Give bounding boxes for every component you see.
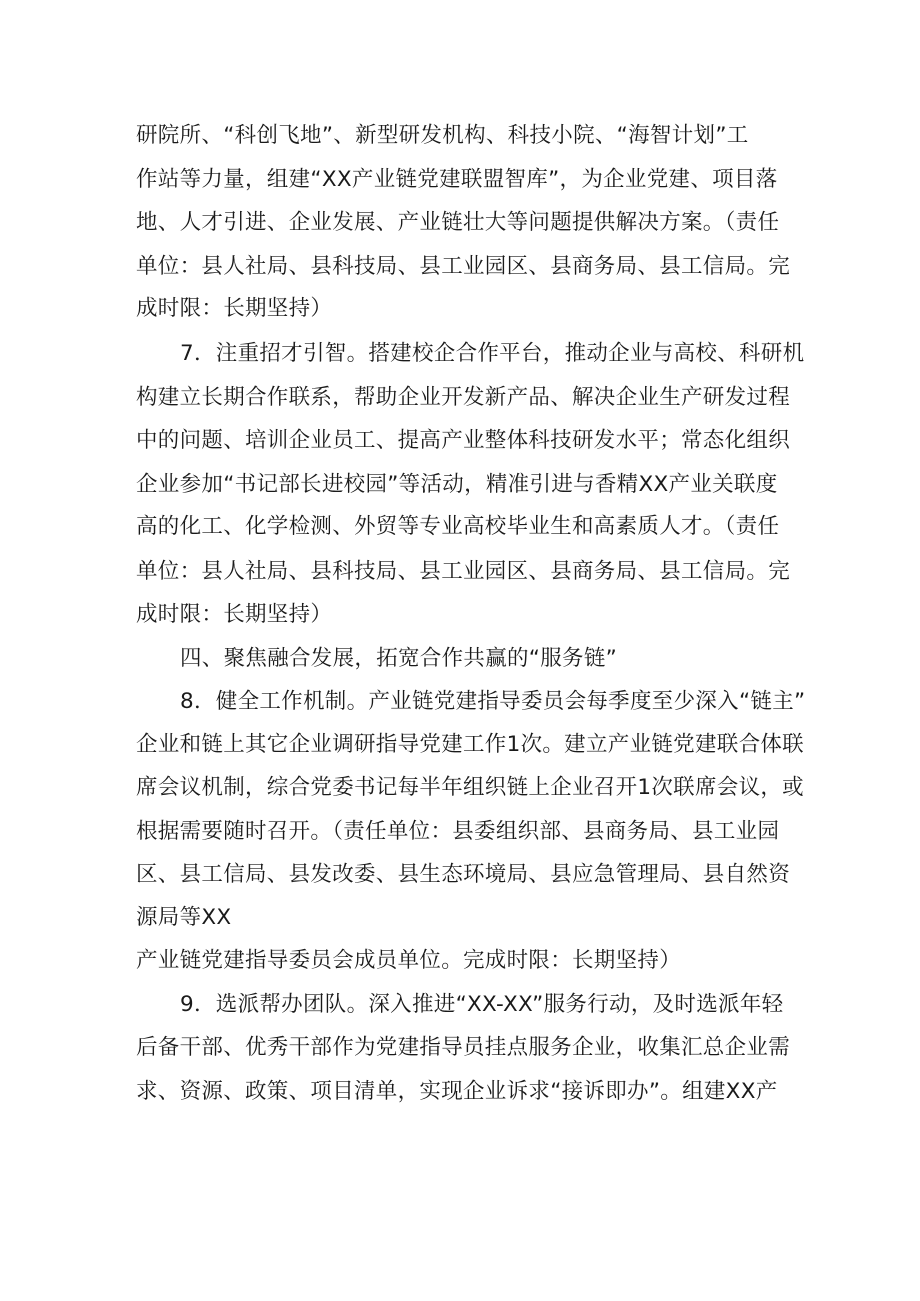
- paragraph-start-7: 7．注重招才引智。搭建校企合作平台，推动企业与高校、科研机: [180, 341, 805, 366]
- text-line: 企业参加“书记部长进校园”等活动，精准引进与香精XX产业关联度: [136, 472, 778, 497]
- text-line: 产业链党建指导委员会成员单位。完成时限：长期坚持）: [136, 948, 682, 973]
- text-line: 区、县工信局、县发改委、县生态环境局、县应急管理局、县自然资: [136, 862, 791, 887]
- text-line: 单位：县人社局、县科技局、县工业园区、县商务局、县工信局。完: [136, 559, 791, 584]
- text-line: 地、人才引进、企业发展、产业链壮大等问题提供解决方案。（责任: [136, 210, 780, 235]
- text-line: 单位：县人社局、县科技局、县工业园区、县商务局、县工信局。完: [136, 254, 791, 279]
- text-line: 求、资源、政策、项目清单，实现企业诉求“接诉即办”。组建XX产: [136, 1079, 778, 1104]
- text-line: 作站等力量，组建“XX产业链党建联盟智库”，为企业党建、项目落: [136, 167, 778, 192]
- text-line: 成时限：长期坚持）: [136, 296, 333, 321]
- text-line: 后备干部、优秀干部作为党建指导员挂点服务企业，收集汇总企业需: [136, 1035, 791, 1060]
- paragraph-start-8: 8．健全工作机制。产业链党建指导委员会每季度至少深入“链主”: [180, 689, 806, 714]
- text-line: 根据需要随时召开。（责任单位：县委组织部、县商务局、县工业园: [136, 819, 780, 844]
- text-line: 企业和链上其它企业调研指导党建工作1次。建立产业链党建联合体联: [136, 732, 804, 757]
- paragraph-start-9: 9．选派帮办团队。深入推进“XX-XX”服务行动，及时选派年轻: [180, 992, 784, 1017]
- text-line: 中的问题、培训企业员工、提高产业整体科技研发水平；常态化组织: [136, 428, 791, 453]
- text-line: 成时限：长期坚持）: [136, 602, 333, 627]
- section-heading: 四、聚焦融合发展，拓宽合作共赢的“服务链”: [180, 646, 618, 671]
- text-line: 研院所、“科创飞地”、新型研发机构、科技小院、“海智计划”工: [136, 123, 749, 148]
- text-line: 源局等XX: [136, 905, 232, 930]
- text-line: 席会议机制，综合党委书记每半年组织链上企业召开1次联席会议，或: [136, 775, 804, 800]
- text-line: 高的化工、化学检测、外贸等专业高校毕业生和高素质人才。（责任: [136, 514, 780, 539]
- text-line: 构建立长期合作联系，帮助企业开发新产品、解决企业生产研发过程: [136, 385, 791, 410]
